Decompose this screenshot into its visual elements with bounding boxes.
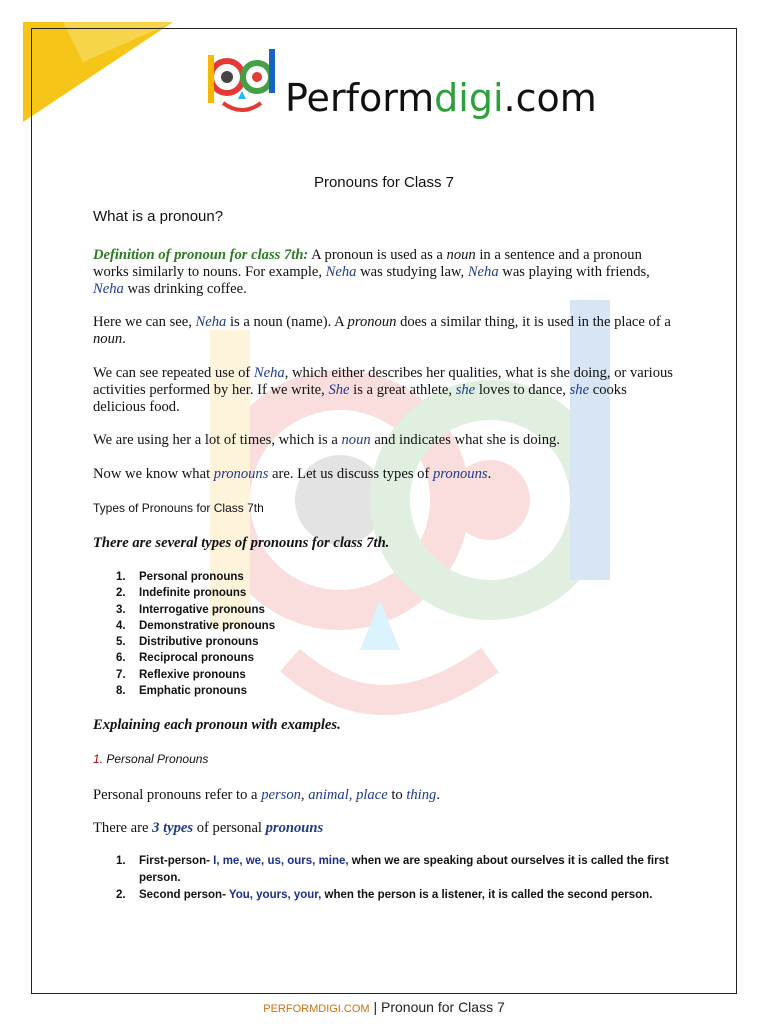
pronouns-word: pronouns [265,820,324,836]
performdigi-logo [205,45,283,122]
types-intro: There are several types of pronouns for class 7th. [93,535,390,551]
person-words: I, me, we, us, ours, mine, [213,855,349,867]
animal-word: animal, [308,787,353,803]
neha-word: Neha [195,314,227,330]
list-item [93,887,693,904]
list-label: Emphatic pronouns [139,685,247,698]
transition-paragraph [93,466,673,483]
she-word: she [455,382,476,398]
text: was playing with friends, [498,264,650,280]
text: are. Let us discuss types of [268,466,433,482]
noun-word: noun [446,247,476,263]
list-text [139,853,693,886]
text: loves to dance, [475,382,570,398]
noun-explanation-paragraph [93,314,673,348]
text: We can see repeated use of [93,365,254,381]
list-label: Reflexive pronouns [139,668,246,681]
list-label: Indefinite pronouns [139,587,247,600]
list-number: 5. [116,636,126,649]
list-number: 1. [116,571,126,583]
list-label: Demonstrative pronouns [139,619,276,632]
footer-title: Pronoun for Class 7 [381,999,505,1015]
text: . [487,466,492,482]
place-word: place [356,787,388,803]
brand-name [285,76,597,120]
person-types-list [93,853,693,905]
list-item [93,853,693,886]
noun-word: noun [341,432,371,448]
personal-pronouns-heading [93,752,208,766]
list-item [93,569,393,585]
pronoun-word: pronoun [347,314,397,330]
neha-word: Neha [253,365,285,381]
footer-brand: PERFORMDIGI.COM [263,1003,370,1015]
brand-highlight: digi [434,76,504,120]
text: cooks delicious food. [93,382,627,415]
brand-prefix: Perform [285,76,435,120]
text: We are using her a lot of times, which is a [93,432,342,448]
thing-word: thing [406,787,437,803]
person-word: person [261,787,301,803]
person-lead: Second person- [139,889,229,901]
pronouns-word: pronouns [432,466,488,482]
list-label: Personal pronouns [139,571,244,583]
list-number: 2. [116,889,126,901]
text: Here we can see, [93,314,196,330]
noun-word: noun [93,331,123,347]
she-word: She [328,382,350,398]
section-label: . Personal Pronouns [99,752,209,766]
personal-definition [93,787,673,804]
list-number: 1. [116,855,126,867]
definition-label: Definition of pronoun for class 7th: [93,247,309,263]
she-word: she [569,382,590,398]
list-item [93,602,393,618]
page-title: Pronouns for Class 7 [313,174,455,191]
section-number: 1 [93,752,100,766]
person-words: You, yours, your, [228,889,322,901]
types-heading: Types of Pronouns for Class 7th [93,501,264,515]
list-number: 3. [116,603,126,616]
brand-suffix: .com [503,76,597,120]
definition-paragraph [93,247,673,298]
person-lead: First-person- [139,855,214,867]
list-label: Distributive pronouns [139,636,259,649]
list-item [93,618,393,634]
list-number: 2. [116,587,126,600]
text: in a sentence and a pronoun works similarly to nouns. For example, [93,247,642,280]
list-label: Reciprocal pronouns [139,652,255,665]
text: is a great athlete, [349,382,456,398]
text: , [300,787,309,803]
text: A pronoun is used as a [308,247,447,263]
repeated-use-paragraph [93,365,673,416]
text: . [436,787,440,803]
text: Now we know what [93,466,214,482]
text: Personal pronouns refer to a [93,787,262,803]
what-is-heading: What is a pronoun? [93,208,224,225]
text: was studying law, [356,264,468,280]
text: . [122,331,126,347]
pronoun-types-list [93,569,393,699]
list-text [139,887,693,904]
list-item [93,650,393,666]
text: is a noun (name). A [226,314,348,330]
pronouns-word: pronouns [213,466,269,482]
list-number: 4. [116,619,126,632]
neha-word: Neha [93,281,124,297]
list-number: 8. [116,685,126,698]
list-item [93,667,393,683]
footer-separator: | [369,999,382,1015]
list-number: 6. [116,652,126,665]
person-rest: when the person is a listener, it is called the second person. [321,889,653,901]
list-item [93,634,393,650]
types-count-paragraph [93,820,673,837]
neha-word: Neha [325,264,357,280]
text: , which either describes her qualities, what is she doing, or various activities performed by her. If we write, [93,365,673,398]
neha-word: Neha [467,264,499,280]
three-types: 3 types [152,820,194,836]
list-label: Interrogative pronouns [139,603,265,616]
list-number: 7. [116,668,126,681]
list-item [93,683,393,699]
text: and indicates what she is doing. [370,432,560,448]
explain-heading: Explaining each pronoun with examples. [93,717,341,733]
text: There are [93,820,153,836]
text: was drinking coffee. [123,281,247,297]
text: to [387,787,407,803]
page-footer [0,999,768,1015]
text: of personal [193,820,266,836]
list-item [93,585,393,601]
person-rest: when we are speaking about ourselves it is called the first person. [139,855,669,884]
text: does a similar thing, it is used in the place of a [396,314,671,330]
usage-paragraph [93,432,673,449]
